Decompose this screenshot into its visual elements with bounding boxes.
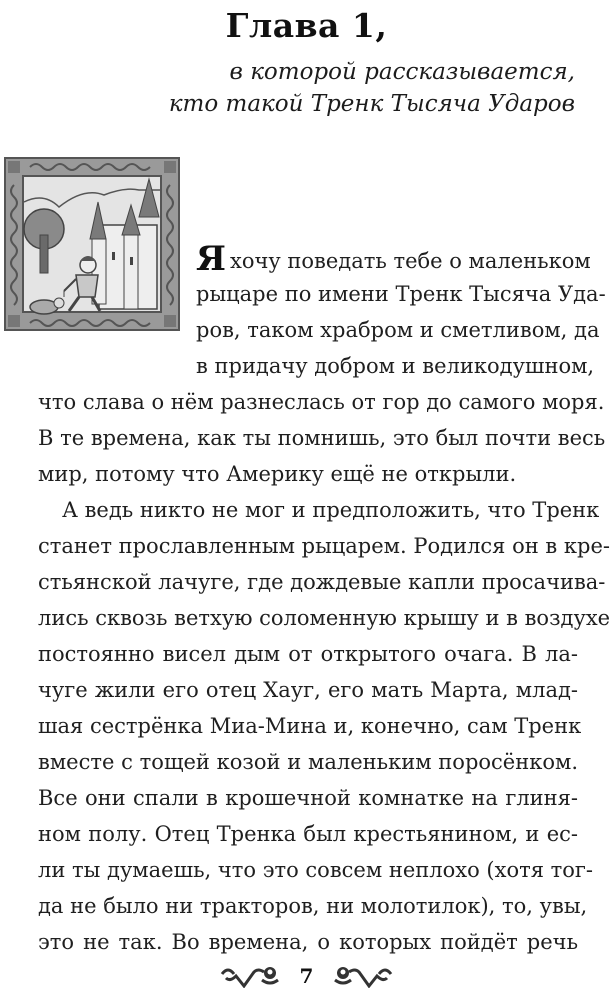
ornament-left-icon bbox=[220, 964, 282, 988]
body-line: лись сквозь ветхую соломенную крышу и в воздухе bbox=[38, 606, 611, 630]
body-line-1 bbox=[196, 239, 591, 279]
body-line-text: хочу поведать тебе о маленьком bbox=[229, 249, 591, 273]
body-line: ров, таком храбром и сметливом, да bbox=[196, 318, 600, 342]
body-line: стьянской лачуге, где дождевые капли просачива- bbox=[38, 570, 606, 594]
body-line: ли ты думаешь, что это совсем неплохо (хотя тог- bbox=[38, 858, 593, 882]
illustration-icon bbox=[4, 157, 180, 331]
body-line: Все они спали в крошечной комнатке на глиня- bbox=[38, 786, 578, 810]
body-line: мир, потому что Америку ещё не открыли. bbox=[38, 462, 517, 486]
chapter-subtitle-line-2: кто такой Тренк Тысяча Ударов bbox=[168, 91, 575, 117]
body-line: это не так. Во времена, о которых пойдёт речь bbox=[38, 930, 578, 954]
paragraph-2-first-line: А ведь никто не мог и предположить, что Тренк bbox=[62, 498, 600, 522]
page-number: 7 bbox=[299, 964, 314, 988]
page-footer bbox=[0, 958, 613, 994]
body-line: станет прославленным рыцарем. Родился он в кре- bbox=[38, 534, 610, 558]
body-line: вместе с тощей козой и маленьким поросёнком. bbox=[38, 750, 578, 774]
body-line: В те времена, как ты помнишь, это был почти весь bbox=[38, 426, 606, 450]
body-line: рыцаре по имени Тренк Тысяча Уда- bbox=[196, 282, 606, 306]
body-line: постоянно висел дым от открытого очага. В ла- bbox=[38, 642, 578, 666]
chapter-illustration bbox=[4, 157, 180, 331]
body-line: да не было ни тракторов, ни молотилок), то, увы, bbox=[38, 894, 588, 918]
drop-cap: Я bbox=[196, 239, 226, 279]
body-line: ном полу. Отец Тренка был крестьянином, и ес- bbox=[38, 822, 578, 846]
body-line: что слава о нём разнеслась от гор до самого моря. bbox=[38, 390, 605, 414]
body-line: в придачу добром и великодушном, bbox=[196, 354, 595, 378]
body-line: чуге жили его отец Хауг, его мать Марта, млад- bbox=[38, 678, 578, 702]
chapter-title: Глава 1, bbox=[225, 6, 388, 45]
ornament-right-icon bbox=[331, 964, 393, 988]
body-line: шая сестрёнка Миа-Мина и, конечно, сам Тренк bbox=[38, 714, 582, 738]
chapter-subtitle-line-1: в которой рассказывается, bbox=[229, 59, 575, 85]
